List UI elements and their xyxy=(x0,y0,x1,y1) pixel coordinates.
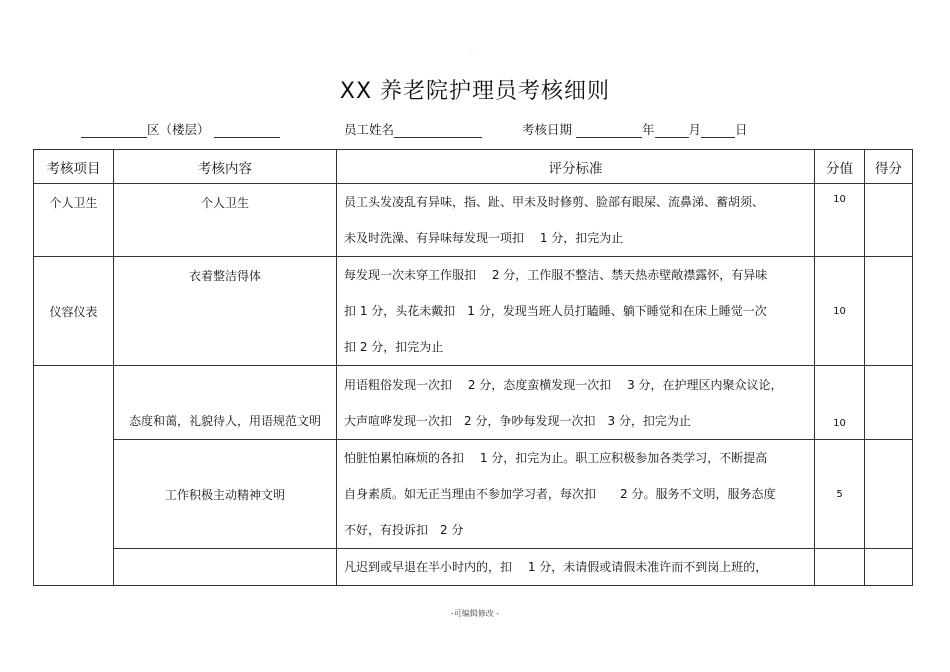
content-cell: 态度和蔼，礼貌待人，用语规范文明 xyxy=(114,366,337,440)
criteria-line: 凡迟到或早退在半小时内的，扣 1 分，未请假或请假未准许而不到岗上班的， xyxy=(344,560,768,574)
page-footer: -可编辑修改 - xyxy=(450,609,500,618)
floor-blank[interactable] xyxy=(214,124,280,138)
item-cell xyxy=(34,366,114,586)
score-cell: 5 xyxy=(815,440,865,549)
document-title: XX 养老院护理员考核细则 xyxy=(339,79,611,104)
district-blank[interactable] xyxy=(81,124,147,138)
table-row xyxy=(34,440,913,549)
header-item: 考核项目 xyxy=(34,150,114,184)
month-blank[interactable] xyxy=(655,124,689,138)
score-cell: 10 xyxy=(815,184,865,257)
item-cell: 仪容仪表 xyxy=(34,257,114,366)
name-blank[interactable] xyxy=(394,124,482,138)
got-cell[interactable] xyxy=(865,257,913,366)
got-cell[interactable] xyxy=(865,366,913,440)
table-row xyxy=(34,184,913,257)
header-criteria: 评分标准 xyxy=(337,150,815,184)
criteria-line: 扣 1 分，头花未戴扣 1 分，发现当班人员打瞌睡、躺下睡觉和在床上睡觉一次 xyxy=(344,304,767,318)
table-row xyxy=(34,549,913,586)
content-cell: 衣着整洁得体 xyxy=(114,257,337,366)
day-blank[interactable] xyxy=(701,124,735,138)
table-header-row xyxy=(34,150,913,184)
table-row xyxy=(34,257,913,366)
criteria-cell xyxy=(337,257,815,366)
page-dot: · xyxy=(471,48,473,55)
criteria-cell xyxy=(337,366,815,440)
score-cell: 10 xyxy=(815,366,865,440)
criteria-line: 大声喧哗发现一次扣 2 分，争吵每发现一次扣 3 分，扣完为止 xyxy=(344,413,691,428)
name-field[interactable]: 员工姓名 xyxy=(344,120,482,138)
criteria-line: 未及时洗澡、有异味每发现一项扣 1 分，扣完为止 xyxy=(344,231,624,245)
criteria-line: 自身素质。如无正当理由不参加学习者，每次扣 2 分。服务不文明，服务态度 xyxy=(344,487,776,501)
criteria-line: 员工头发凌乱有异味，指、趾、甲未及时修剪、脸部有眼屎、流鼻涕、蓄胡须、 xyxy=(344,195,765,209)
content-cell: 工作积极主动精神文明 xyxy=(114,440,337,549)
item-cell: 个人卫生 xyxy=(34,184,114,257)
district-field[interactable]: 区（楼层） xyxy=(81,120,280,138)
got-cell[interactable] xyxy=(865,440,913,549)
year-blank[interactable] xyxy=(576,124,642,138)
got-cell[interactable] xyxy=(865,549,913,586)
header-got: 得分 xyxy=(865,150,913,184)
got-cell[interactable] xyxy=(865,184,913,257)
criteria-line: 扣 2 分，扣完为止 xyxy=(344,340,444,354)
table-row xyxy=(34,366,913,440)
criteria-line: 用语粗俗发现一次扣 2 分，态度蛮横发现一次扣 3 分，在护理区内聚众议论， xyxy=(344,377,783,392)
score-cell: 10 xyxy=(815,257,865,366)
criteria-line: 不好，有投诉扣 2 分 xyxy=(344,523,464,537)
content-cell: 个人卫生 xyxy=(114,184,337,257)
header-score: 分值 xyxy=(815,150,865,184)
score-cell xyxy=(815,549,865,586)
header-content: 考核内容 xyxy=(114,150,337,184)
date-field[interactable]: 考核日期 年 月 日 xyxy=(522,122,748,137)
assessment-table xyxy=(33,149,913,586)
criteria-cell xyxy=(337,549,815,586)
info-row xyxy=(0,120,950,140)
criteria-line: 怕脏怕累怕麻烦的各扣 1 分，扣完为止。职工应积极参加各类学习，不断提高 xyxy=(344,451,768,465)
criteria-cell xyxy=(337,184,815,257)
criteria-line: 每发现一次未穿工作服扣 2 分，工作服不整洁、禁天热赤壁敞襟露怀，有异味 xyxy=(344,268,768,282)
criteria-cell xyxy=(337,440,815,549)
content-cell xyxy=(114,549,337,586)
